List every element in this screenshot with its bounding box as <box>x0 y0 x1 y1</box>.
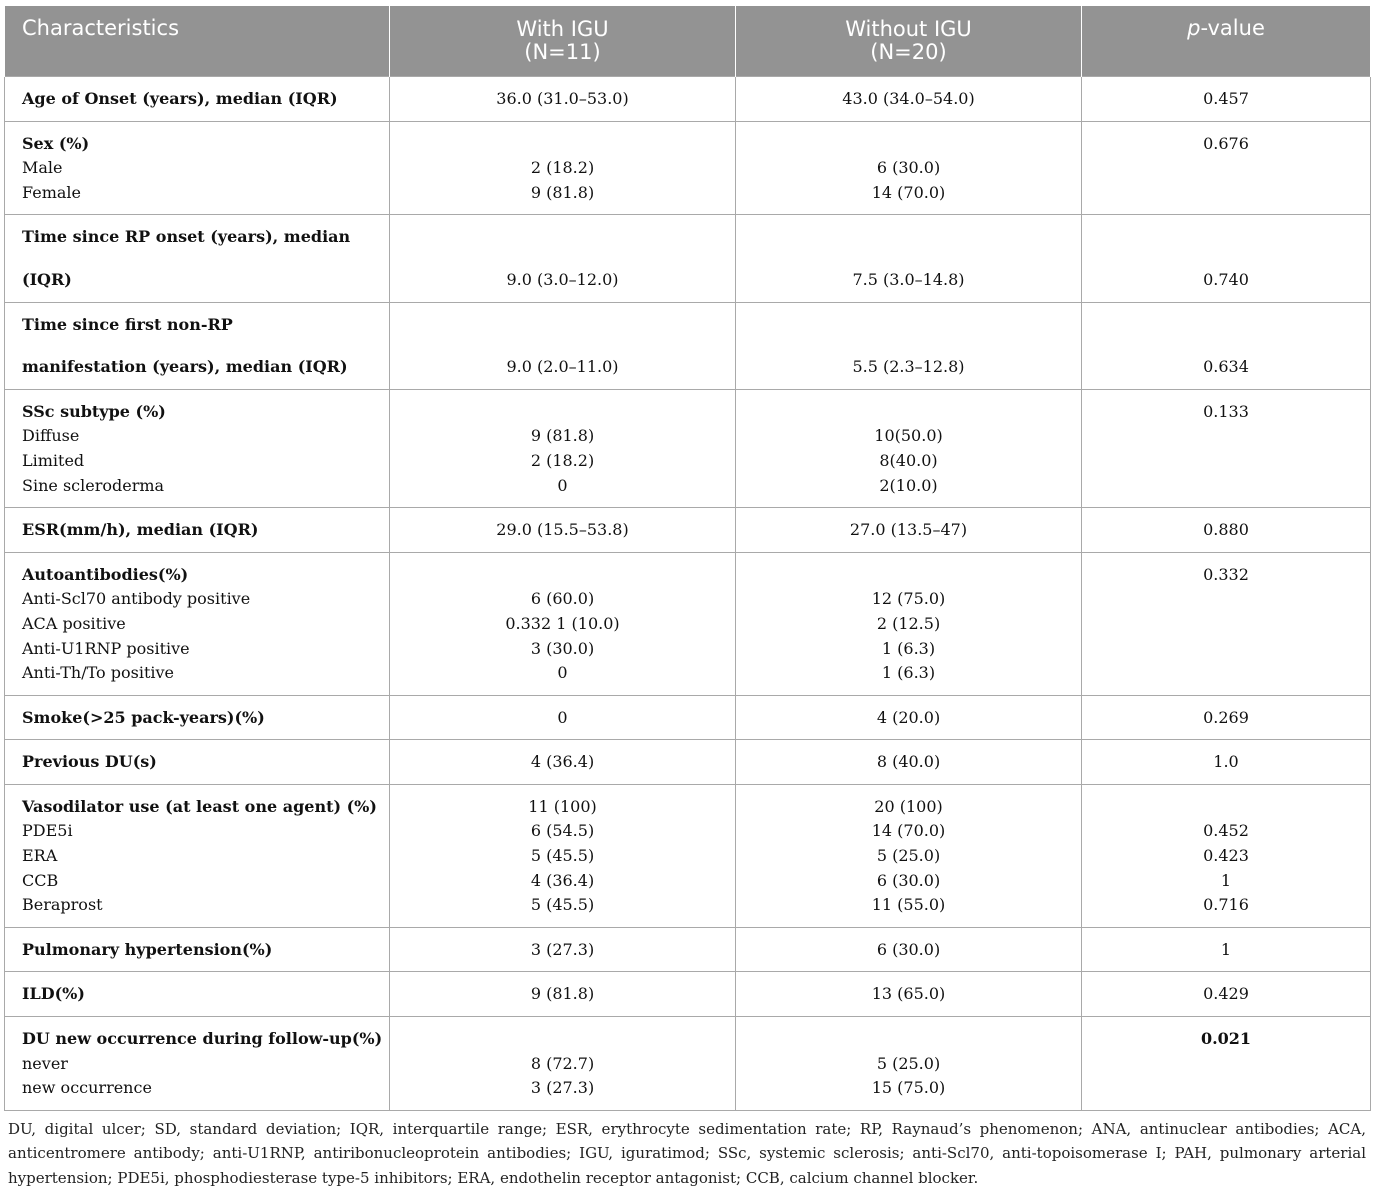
table-row <box>5 552 1371 695</box>
cell-with: 9 (81.8) <box>530 182 595 202</box>
cell-with: 29.0 (15.5–53.8) <box>496 520 629 540</box>
cell-p: 0.332 <box>1203 564 1249 584</box>
cell-without: 4 (20.0) <box>876 707 941 727</box>
cell-with: 0.332 1 (10.0) <box>505 613 620 633</box>
cell-with: 4 (36.4) <box>530 870 595 890</box>
cell-p: 0.429 <box>1203 984 1249 1004</box>
sub-label: ERA <box>22 846 58 866</box>
table-header-row <box>5 6 1371 77</box>
sub-label: new occurrence <box>22 1078 152 1098</box>
cell-with: 2 (18.2) <box>530 158 595 178</box>
cell-p-significant: 0.021 <box>1200 1029 1252 1049</box>
cell-without: 27.0 (13.5–47) <box>849 520 968 540</box>
row-label: ESR(mm/h), median (IQR) <box>22 520 259 540</box>
cell-without: 15 (75.0) <box>871 1078 946 1098</box>
sub-label: Anti-Scl70 antibody positive <box>22 589 251 609</box>
cell-without: 1 (6.3) <box>881 638 936 658</box>
table-row <box>5 508 1371 553</box>
cell-p <box>1082 795 1370 820</box>
document-page <box>4 6 1370 1190</box>
table-row <box>5 302 1371 389</box>
table-row <box>5 927 1371 972</box>
cell-with: 5 (45.5) <box>530 895 595 915</box>
cell-with: 0 <box>557 475 568 495</box>
sub-label: Beraprost <box>22 895 103 915</box>
sub-label: Anti-U1RNP positive <box>22 638 190 658</box>
cell-with: 11 (100) <box>528 796 597 816</box>
header-p-value: p-value <box>1082 6 1371 77</box>
cell-without: 5.5 (2.3–12.8) <box>852 357 965 377</box>
cell-without: 6 (30.0) <box>876 870 941 890</box>
sub-label: Diffuse <box>22 426 80 446</box>
header-with-igu: With IGU (N=11) <box>390 6 736 77</box>
cell-with: 0 <box>557 663 568 683</box>
cell-without: 5 (25.0) <box>876 1053 941 1073</box>
cell-without: 20 (100) <box>874 796 943 816</box>
cell-without: 14 (70.0) <box>871 182 946 202</box>
row-label: manifestation (years), median (IQR) <box>22 357 348 377</box>
table-row <box>5 389 1371 507</box>
cell-without: 7.5 (3.0–14.8) <box>852 269 965 289</box>
cell-with: 8 (72.7) <box>530 1053 595 1073</box>
row-label: Previous DU(s) <box>22 752 157 772</box>
cell-with: 9 (81.8) <box>530 984 595 1004</box>
cell-without: 13 (65.0) <box>871 984 946 1004</box>
table-row <box>5 695 1371 740</box>
row-label: Time since RP onset (years), median <box>22 227 351 247</box>
characteristics-table <box>4 6 1371 1111</box>
cell-p: 0.880 <box>1203 520 1249 540</box>
row-label: Time since first non-RP <box>22 314 233 334</box>
cell-with: 9.0 (2.0–11.0) <box>506 357 619 377</box>
cell-with: 2 (18.2) <box>530 450 595 470</box>
cell-with: 3 (30.0) <box>530 638 595 658</box>
table-footnote: DU, digital ulcer; SD, standard deviation; IQR, interquartile range; ESR, erythrocyte sedimentation rate; RP, Raynaud’s phenomenon; ANA, antinuclear antibodies; ACA, anticentromere antibody; anti-U1RNP, antiribonucleoprotein antibodies; IGU, iguratimod; SSc, systemic sclerosis; anti-Scl70, anti-topoisomerase I; PAH, pulmonary arterial hypertension; PDE5i, phosphodiesterase type-5 inhibitors; ERA, endothelin receptor antagonist; CCB, calcium channel blocker. <box>8 1119 1366 1187</box>
row-label: Autoantibodies(%) <box>22 564 189 584</box>
cell-without: 5 (25.0) <box>876 846 941 866</box>
table-row <box>5 740 1371 785</box>
sub-label: Female <box>22 182 81 202</box>
cell-p: 0.457 <box>1203 89 1249 108</box>
sub-label: PDE5i <box>22 821 73 841</box>
cell-without: 12 (75.0) <box>871 589 946 609</box>
table-row <box>5 784 1371 927</box>
cell-p: 0.452 <box>1203 821 1249 841</box>
cell-without: 8 (40.0) <box>876 752 941 772</box>
sub-label: Male <box>22 158 63 178</box>
cell-p: 0.740 <box>1203 269 1249 289</box>
row-label: Pulmonary hypertension(%) <box>22 939 273 959</box>
sub-label: CCB <box>22 870 59 890</box>
sub-label: Limited <box>22 450 85 470</box>
table-row <box>5 972 1371 1017</box>
cell-without: 6 (30.0) <box>876 158 941 178</box>
cell-with: 3 (27.3) <box>530 1078 595 1098</box>
row-label: DU new occurrence during follow-up(%) <box>22 1029 383 1049</box>
cell-p: 0.634 <box>1203 357 1249 377</box>
cell-p: 1.0 <box>1213 752 1239 772</box>
cell-p: 1 <box>1220 939 1232 959</box>
sub-label: Anti-Th/To positive <box>22 663 175 683</box>
cell-with: 6 (60.0) <box>530 589 595 609</box>
cell-with: 9.0 (3.0–12.0) <box>506 269 619 289</box>
cell-without: 2 (12.5) <box>876 613 941 633</box>
cell-with: 9 (81.8) <box>530 426 595 446</box>
cell-with: 3 (27.3) <box>530 939 595 959</box>
row-label: SSc subtype (%) <box>22 401 166 421</box>
cell-p: 0.269 <box>1203 707 1249 727</box>
row-label: Smoke(>25 pack-years)(%) <box>22 707 265 727</box>
row-label: ILD(%) <box>22 984 85 1004</box>
header-without-igu: Without IGU (N=20) <box>736 6 1082 77</box>
cell-p: 0.133 <box>1203 401 1249 421</box>
row-label: Sex (%) <box>22 133 90 153</box>
cell-without: 43.0 (34.0–54.0) <box>842 89 975 108</box>
table-row <box>5 1017 1371 1111</box>
table-row <box>5 77 1371 122</box>
cell-p: 0.676 <box>1203 133 1249 153</box>
cell-with: 6 (54.5) <box>530 821 595 841</box>
cell-with: 5 (45.5) <box>530 846 595 866</box>
cell-with: 0 <box>557 707 568 727</box>
cell-with: 36.0 (31.0–53.0) <box>496 89 629 108</box>
cell-without: 6 (30.0) <box>876 939 941 959</box>
cell-without: 1 (6.3) <box>881 663 936 683</box>
table-row <box>5 121 1371 215</box>
cell-with: 4 (36.4) <box>530 752 595 772</box>
cell-without: 2(10.0) <box>879 475 938 495</box>
sub-label: Sine scleroderma <box>22 475 165 495</box>
cell-without: 10(50.0) <box>874 426 943 446</box>
header-characteristics: Characteristics <box>5 6 390 77</box>
row-label: Vasodilator use (at least one agent) (%) <box>22 796 377 816</box>
table-row <box>5 215 1371 302</box>
row-label: (IQR) <box>22 269 72 289</box>
cell-without: 8(40.0) <box>879 450 938 470</box>
cell-without: 14 (70.0) <box>871 821 946 841</box>
cell-without: 11 (55.0) <box>871 895 946 915</box>
sub-label: never <box>22 1053 68 1073</box>
sub-label: ACA positive <box>22 613 126 633</box>
row-label: Age of Onset (years), median (IQR) <box>22 89 338 108</box>
cell-p: 0.716 <box>1203 895 1249 915</box>
cell-p: 0.423 <box>1203 846 1249 866</box>
cell-p: 1 <box>1220 870 1232 890</box>
